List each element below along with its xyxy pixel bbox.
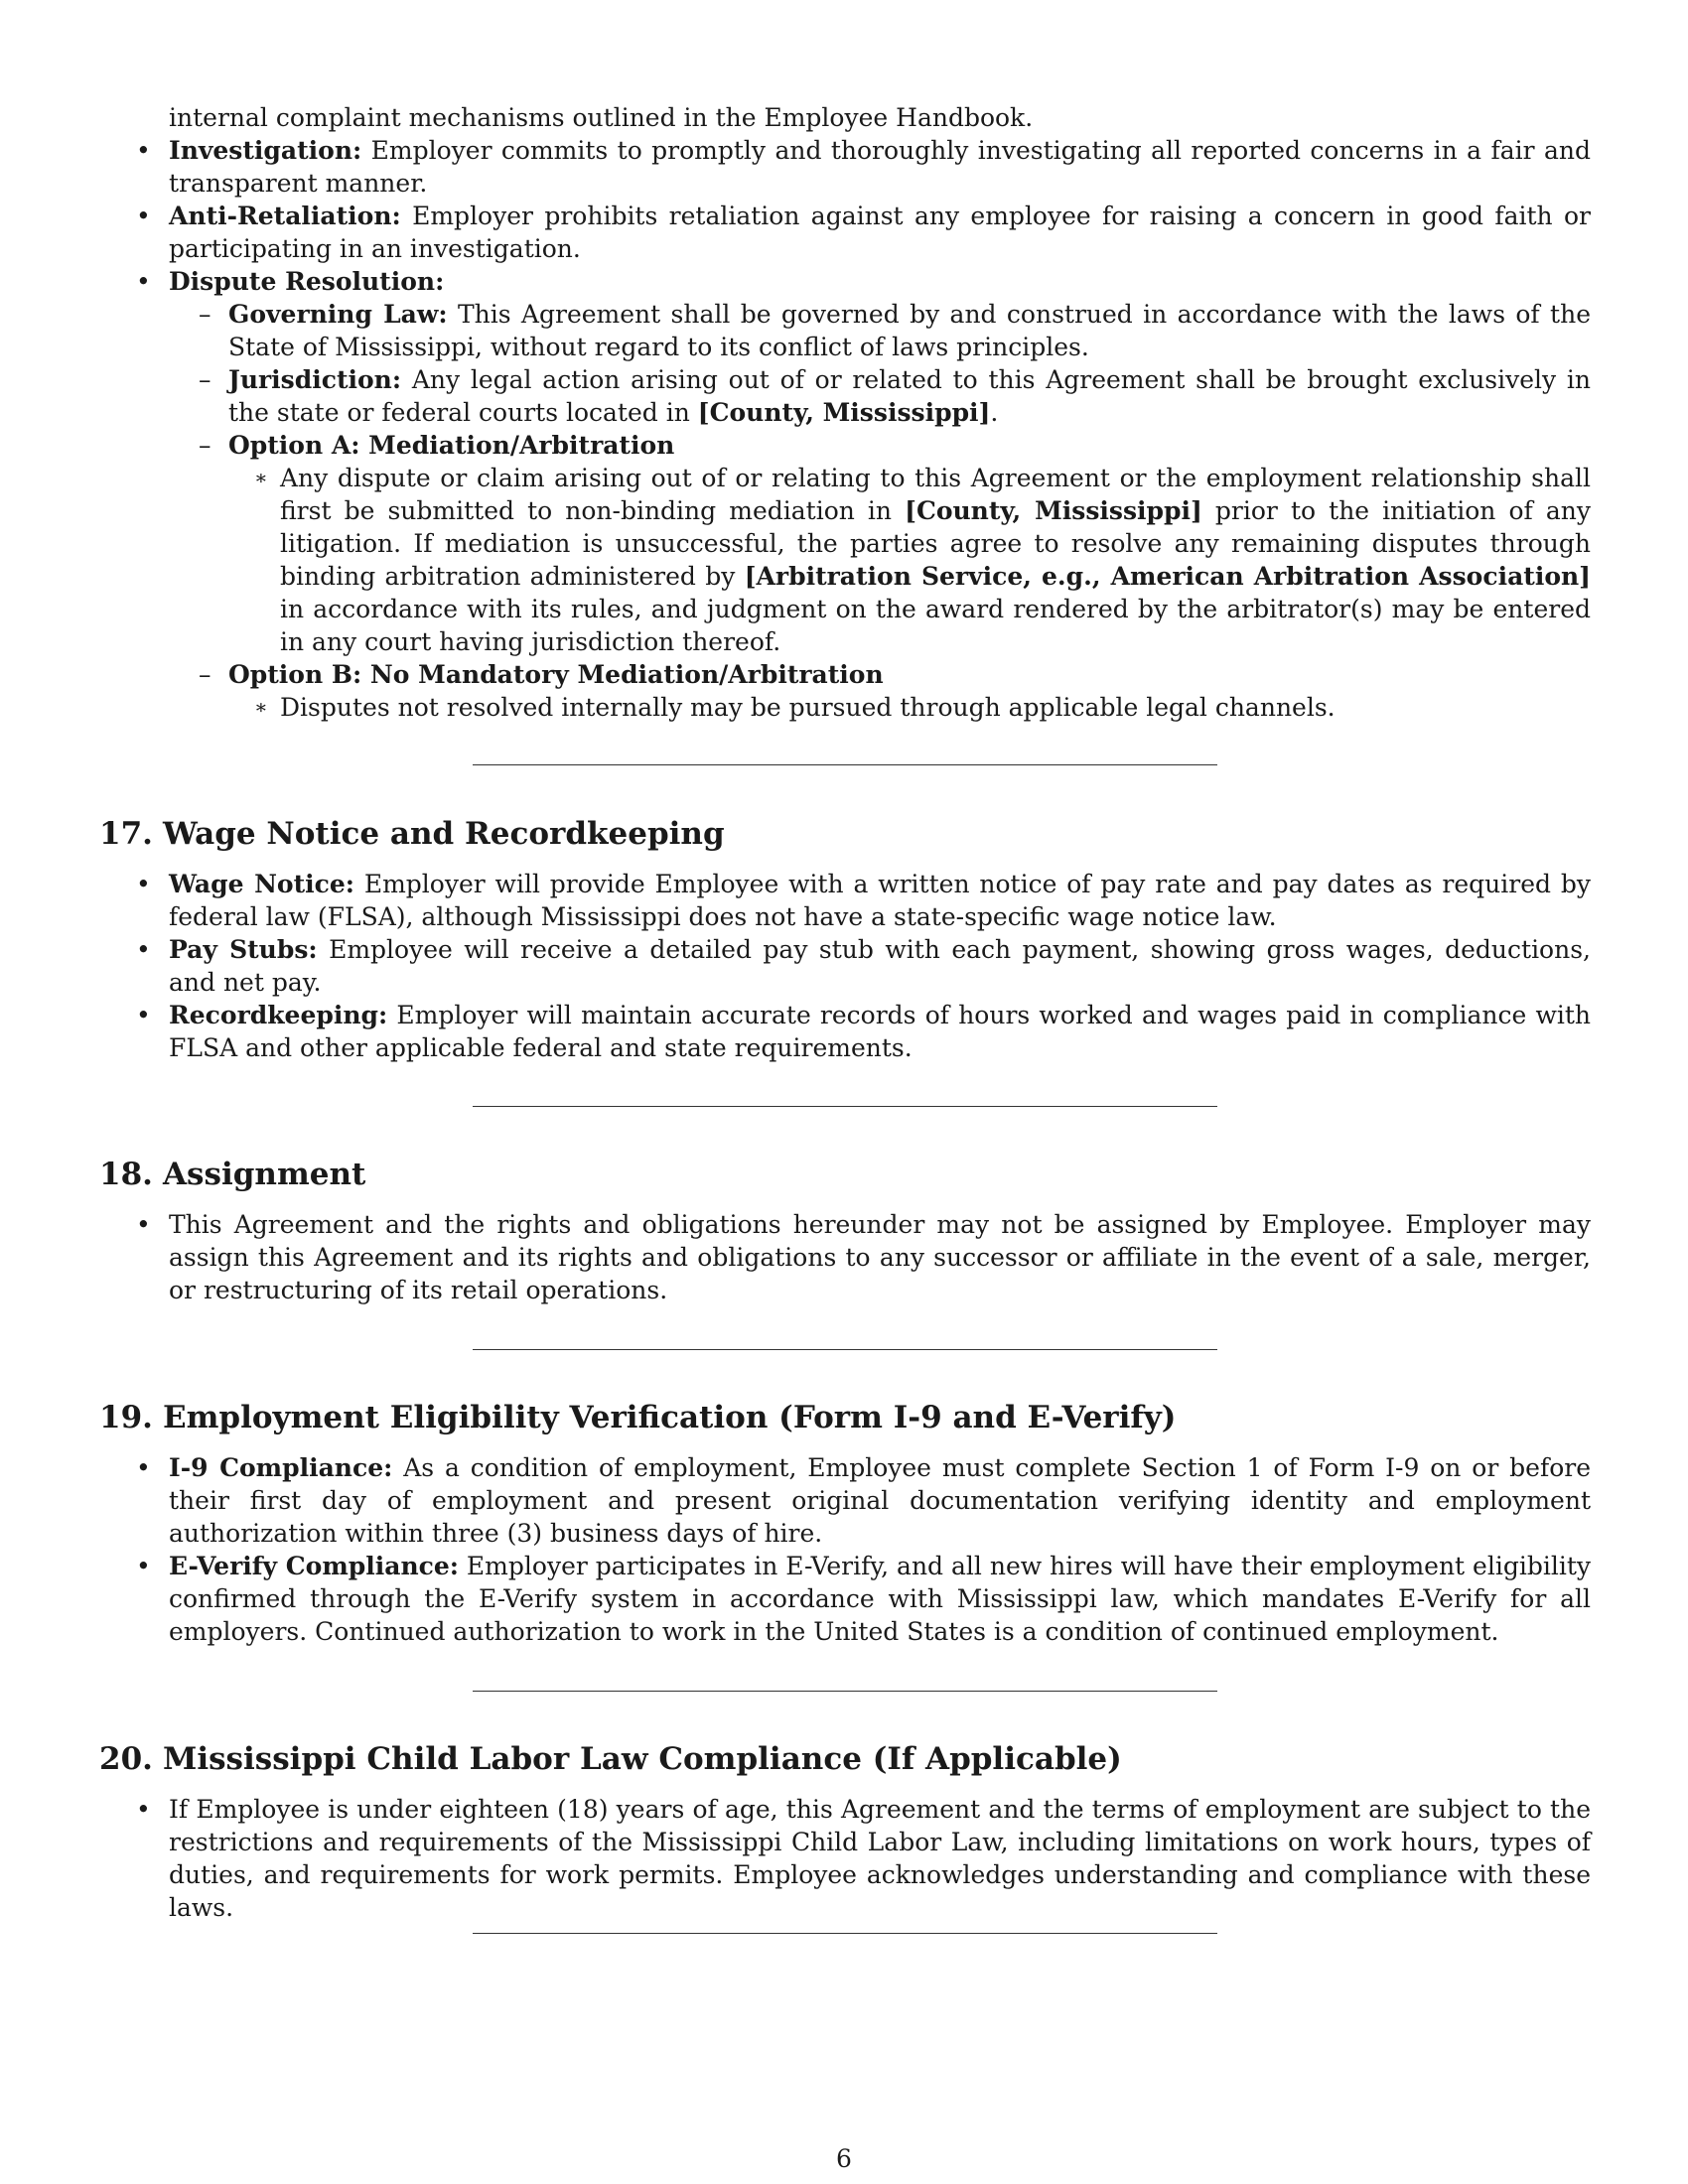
section-16-continuation	[99, 101, 1591, 724]
sub-item-option-a: – Option A: Mediation/Arbitration ∗ Any dispute or claim arising out of or relating to this Agreement or the employment relationship shall first be submitted to non-binding mediation in [County, Mississippi] prior to the initiation of any litigation. If mediation is unsuccessful, the parties agree to resolve any remaining disputes through binding arbitration administered by [Arbitration Service, e.g., American Arbitration Association] in accordance with its rules, and judgment on the award rendered by the arbitrator(s) may be entered in any court having jurisdiction thereof.	[199, 431, 1592, 656]
list-item: • Investigation: Employer commits to promptly and thoroughly investigating all reported concerns in a fair and transparent manner.	[136, 136, 1591, 198]
section-heading: 19. Employment Eligibility Verification (Form I-9 and E-Verify)	[99, 1400, 1177, 1435]
sub-item-option-b: – Option B: No Mandatory Mediation/Arbitration ∗ Disputes not resolved internally may be pursued through applicable legal channels.	[169, 658, 1591, 724]
list-item: • Anti-Retaliation: Employer prohibits retaliation against any employee for raising a concern in good faith or participating in an investigation.	[136, 202, 1591, 263]
section-20	[99, 1739, 1591, 1924]
sub-item-jurisdiction: – Jurisdiction: Any legal action arising out of or related to this Agreement shall be brought exclusively in the state or federal courts located in [County, Mississippi].	[199, 365, 1591, 427]
divider	[473, 1691, 1217, 1692]
section-list	[99, 1793, 1591, 1924]
list-item: • Pay Stubs: Employee will receive a detailed pay stub with each payment, showing gross wages, deductions, and net pay.	[136, 935, 1591, 997]
section-list	[99, 1451, 1591, 1648]
list-item: • E-Verify Compliance: Employer participates in E-Verify, and all new hires will have their employment eligibility confirmed through the E-Verify system in accordance with Mississippi law, which mandates E-Verify for all employers. Continued authorization to work in the United States is a condition of continued employment.	[136, 1552, 1591, 1646]
divider	[473, 1106, 1217, 1107]
section-heading: 18. Assignment	[99, 1157, 366, 1192]
top-list	[99, 134, 1591, 724]
list-item: • If Employee is under eighteen (18) years of age, this Agreement and the terms of employment are subject to the restrictions and requirements of the Mississippi Child Labor Law, including limitations on work hours, types of duties, and requirements for work permits. Employee acknowledges understanding and compliance with these laws.	[136, 1795, 1591, 1922]
section-19	[99, 1398, 1591, 1648]
section-heading: 17. Wage Notice and Recordkeeping	[99, 816, 725, 852]
list-item-dispute: • Dispute Resolution: – Governing Law: This Agreement shall be governed by and construed in accordance with the laws of the State of Mississippi, without regard to its conflict of laws principles. – Jurisdiction: Any legal action arising out of or related to this Agreement shall be brought exclusively in the state or federal courts located in [County, Mississippi]. – Option A: Mediation/Arbitration ∗ Any dispute or claim arising out of or relating to this Agreement or the employment relationship shall first be submitted to non-binding mediation in [County, Mississippi] prior to the initiation of any litigation. If mediation is unsuccessful, the parties agree to resolve any remaining disputes through binding arbitration administered by [Arbitration Service, e.g., American Arbitration Association] in accordance with its rules, and judgment on the award rendered by the arbitrator(s) may be entered in any court having jurisdiction thereof. – Option B: No Mandatory Mediation/Arbitration ∗ Disputes not resolved internally may be pursued through applicable legal channels.	[136, 267, 1592, 722]
option-a-text: ∗ Any dispute or claim arising out of or relating to this Agreement or the employment relationship shall first be submitted to non-binding mediation in [County, Mississippi] prior to the initiation of any litigation. If mediation is unsuccessful, the parties agree to resolve any remaining disputes through binding arbitration administered by [Arbitration Service, e.g., American Arbitration Association] in accordance with its rules, and judgment on the award rendered by the arbitrator(s) may be entered in any court having jurisdiction thereof.	[254, 464, 1592, 656]
section-list	[99, 1208, 1591, 1306]
section-18	[99, 1155, 1591, 1306]
list-item: • This Agreement and the rights and obligations hereunder may not be assigned by Employee. Employer may assign this Agreement and its rights and obligations to any successor or affiliate in the event of a sale, merger, or restructuring of its retail operations.	[136, 1210, 1591, 1304]
section-list	[99, 868, 1591, 1064]
section-17	[99, 814, 1591, 1064]
list-item: • Recordkeeping: Employer will maintain accurate records of hours worked and wages paid in compliance with FLSA and other applicable federal and state requirements.	[136, 1001, 1591, 1062]
page-number: 6	[836, 2144, 852, 2173]
divider	[473, 764, 1217, 765]
list-item: • Wage Notice: Employer will provide Employee with a written notice of pay rate and pay dates as required by federal law (FLSA), although Mississippi does not have a state-specific wage notice law.	[136, 870, 1591, 931]
sub-item-governing-law: – Governing Law: This Agreement shall be governed by and construed in accordance with the laws of the State of Mississippi, without regard to its conflict of laws principles.	[199, 300, 1591, 361]
divider	[473, 1349, 1217, 1350]
option-b-text: ∗ Disputes not resolved internally may be pursued through applicable legal channels.	[254, 693, 1336, 722]
section-heading: 20. Mississippi Child Labor Law Compliance (If Applicable)	[99, 1741, 1122, 1777]
divider	[473, 1933, 1217, 1934]
list-item: • I-9 Compliance: As a condition of employment, Employee must complete Section 1 of Form I-9 on or before their first day of employment and present original documentation verifying identity and employment authorization within three (3) business days of hire.	[136, 1453, 1591, 1548]
intro-tail: internal complaint mechanisms outlined in the Employee Handbook.	[169, 103, 1034, 132]
